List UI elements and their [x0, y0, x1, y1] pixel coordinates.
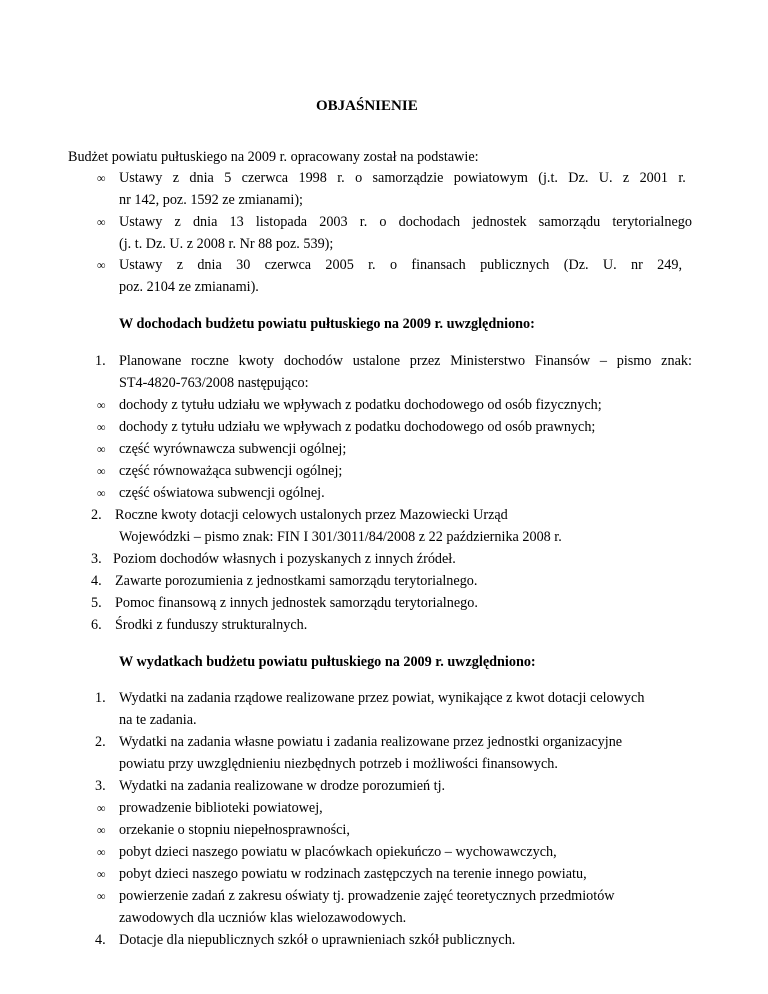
bullet-icon	[97, 465, 106, 477]
income-item-5-text: Pomoc finansową z innych jednostek samorządu terytorialnego.	[115, 595, 478, 611]
basis-2-word: samorządu	[538, 214, 601, 230]
basis-2-word: o	[379, 214, 387, 230]
expenses-item-2-line-1: Wydatki na zadania własne powiatu i zadania realizowane przez jednostki organizacyjne	[119, 734, 623, 750]
basis-2-word: 13	[229, 214, 244, 230]
basis-1-word: 1998	[298, 170, 327, 186]
basis-2-word: terytorialnego	[612, 214, 692, 230]
basis-2-word: dnia	[192, 214, 218, 230]
income-bullet-3: część wyrównawcza subwencji ogólnej;	[119, 441, 347, 457]
expenses-item-4-text: Dotacje dla niepublicznych szkół o uprawnieniach szkół publicznych.	[119, 932, 516, 948]
bullet-icon	[97, 802, 106, 814]
basis-item-1-line-2: nr 142, poz. 1592 ze zmianami);	[119, 192, 303, 208]
income-item-3-text: Poziom dochodów własnych i pozyskanych z innych źródeł.	[113, 551, 456, 567]
income-item-3-number: 3.	[91, 551, 102, 567]
bullet-icon	[97, 443, 106, 455]
basis-1-word: dnia	[189, 170, 214, 186]
income-item-4-number: 4.	[91, 573, 102, 589]
basis-1-word: (j.t.	[538, 170, 558, 186]
bullet-icon	[97, 172, 106, 184]
expenses-bullet-5: powierzenie zadań z zakresu oświaty tj. prowadzenie zajęć teoretycznych przedmiotów	[119, 888, 615, 904]
bullet-icon	[97, 399, 106, 411]
basis-3-word: Ustawy	[119, 257, 163, 273]
basis-3-word: 2005	[325, 257, 354, 273]
expenses-bullet-1: prowadzenie biblioteki powiatowej,	[119, 800, 323, 816]
basis-3-word: nr	[631, 257, 643, 273]
income-item-1-word: Finansów	[534, 353, 591, 369]
bullet-icon	[97, 824, 106, 836]
basis-3-word: z	[176, 257, 183, 273]
income-item-1-word: Ministerstwo	[450, 353, 526, 369]
basis-1-word: 5	[224, 170, 232, 186]
basis-3-word: o	[389, 257, 398, 273]
income-item-5-number: 5.	[91, 595, 102, 611]
expenses-item-1-number: 1.	[95, 690, 106, 706]
basis-2-word: z	[174, 214, 181, 230]
income-item-1-word: pismo	[616, 353, 652, 369]
income-item-1-line-2: ST4-4820-763/2008 następująco:	[119, 375, 309, 391]
income-item-1-word: znak:	[661, 353, 692, 369]
basis-3-word: (Dz.	[563, 257, 589, 273]
basis-1-word: samorządzie	[372, 170, 444, 186]
basis-item-3-line-1	[119, 258, 682, 272]
expenses-item-3-text: Wydatki na zadania realizowane w drodze porozumień tj.	[119, 778, 446, 794]
basis-1-word: z	[622, 170, 630, 186]
bullet-icon	[97, 890, 106, 902]
basis-2-word: jednostek	[472, 214, 527, 230]
income-item-2-line-2: Wojewódzki – pismo znak: FIN I 301/3011/84/2008 z 22 października 2008 r.	[119, 529, 562, 545]
income-bullet-2: dochody z tytułu udziału we wpływach z podatku dochodowego od osób prawnych;	[119, 419, 596, 435]
expenses-bullet-4: pobyt dzieci naszego powiatu w rodzinach zastępczych na terenie innego powiatu,	[119, 866, 587, 882]
income-item-1-word: kwoty	[238, 353, 275, 369]
income-bullet-1: dochody z tytułu udziału we wpływach z podatku dochodowego od osób fizycznych;	[119, 397, 602, 413]
basis-1-word: powiatowym	[453, 170, 528, 186]
basis-1-word: 2001	[639, 170, 668, 186]
bullet-icon	[97, 421, 106, 433]
expenses-heading: W wydatkach budżetu powiatu pułtuskiego na 2009 r. uwzględniono:	[119, 654, 536, 670]
intro-paragraph: Budżet powiatu pułtuskiego na 2009 r. opracowany został na podstawie:	[68, 149, 479, 165]
income-item-4-text: Zawarte porozumienia z jednostkami samorządu terytorialnego.	[115, 573, 478, 589]
basis-item-3-line-2: poz. 2104 ze zmianami).	[119, 279, 259, 295]
basis-3-word: dnia	[197, 257, 222, 273]
income-item-1-word: –	[599, 353, 607, 369]
income-bullet-5: część oświatowa subwencji ogólnej.	[119, 485, 325, 501]
basis-3-word: czerwca	[264, 257, 312, 273]
expenses-item-1-line-1: Wydatki na zadania rządowe realizowane przez powiat, wynikające z kwot dotacji celowych	[119, 690, 645, 706]
basis-3-word: r.	[368, 257, 376, 273]
bullet-icon	[97, 487, 106, 499]
income-item-1-line-1	[119, 354, 692, 368]
basis-3-word: publicznych	[480, 257, 550, 273]
basis-item-1-line-1	[119, 171, 686, 185]
basis-1-word: U.	[598, 170, 613, 186]
basis-1-word: o	[355, 170, 363, 186]
basis-1-word: Dz.	[568, 170, 589, 186]
income-item-2-number: 2.	[91, 507, 102, 523]
bullet-icon	[97, 868, 106, 880]
bullet-icon	[97, 216, 106, 228]
income-item-1-word: ustalone	[352, 353, 400, 369]
page-title: OBJAŚNIENIE	[316, 98, 418, 114]
income-item-6-text: Środki z funduszy strukturalnych.	[115, 617, 308, 633]
basis-3-word: 249,	[657, 257, 682, 273]
basis-3-word: U.	[602, 257, 617, 273]
income-heading: W dochodach budżetu powiatu pułtuskiego na 2009 r. uwzględniono:	[119, 316, 535, 332]
basis-2-word: 2003	[319, 214, 348, 230]
basis-1-word: r.	[337, 170, 345, 186]
income-item-1-word: przez	[409, 353, 441, 369]
basis-item-2-line-1	[119, 215, 692, 229]
bullet-icon	[97, 259, 106, 271]
expenses-item-3-number: 3.	[95, 778, 106, 794]
expenses-item-4-number: 4.	[95, 932, 106, 948]
basis-item-2-line-2: (j. t. Dz. U. z 2008 r. Nr 88 poz. 539);	[119, 236, 334, 252]
income-item-1-word: Planowane	[119, 353, 182, 369]
expenses-bullet-3: pobyt dzieci naszego powiatu w placówkach opiekuńczo – wychowawczych,	[119, 844, 557, 860]
income-item-1-word: dochodów	[283, 353, 343, 369]
basis-1-word: Ustawy	[119, 170, 163, 186]
basis-1-word: z	[172, 170, 180, 186]
income-bullet-4: część równoważąca subwencji ogólnej;	[119, 463, 343, 479]
expenses-item-2-line-2: powiatu przy uwzględnieniu niezbędnych potrzeb i możliwości finansowych.	[119, 756, 558, 772]
income-item-6-number: 6.	[91, 617, 102, 633]
basis-1-word: r.	[678, 170, 686, 186]
expenses-bullet-5-continuation: zawodowych dla uczniów klas wielozawodowych.	[119, 910, 407, 926]
basis-3-word: 30	[236, 257, 251, 273]
expenses-item-1-line-2: na te zadania.	[119, 712, 197, 728]
bullet-icon	[97, 846, 106, 858]
basis-2-word: dochodach	[398, 214, 461, 230]
income-item-1-word: roczne	[191, 353, 229, 369]
basis-2-word: r.	[359, 214, 368, 230]
basis-1-word: czerwca	[241, 170, 289, 186]
expenses-item-2-number: 2.	[95, 734, 106, 750]
basis-3-word: finansach	[411, 257, 466, 273]
expenses-bullet-2: orzekanie o stopniu niepełnosprawności,	[119, 822, 350, 838]
basis-2-word: listopada	[255, 214, 308, 230]
basis-2-word: Ustawy	[119, 214, 163, 230]
income-item-1-number: 1.	[95, 353, 106, 369]
income-item-2-line-1: Roczne kwoty dotacji celowych ustalonych przez Mazowiecki Urząd	[115, 507, 508, 523]
